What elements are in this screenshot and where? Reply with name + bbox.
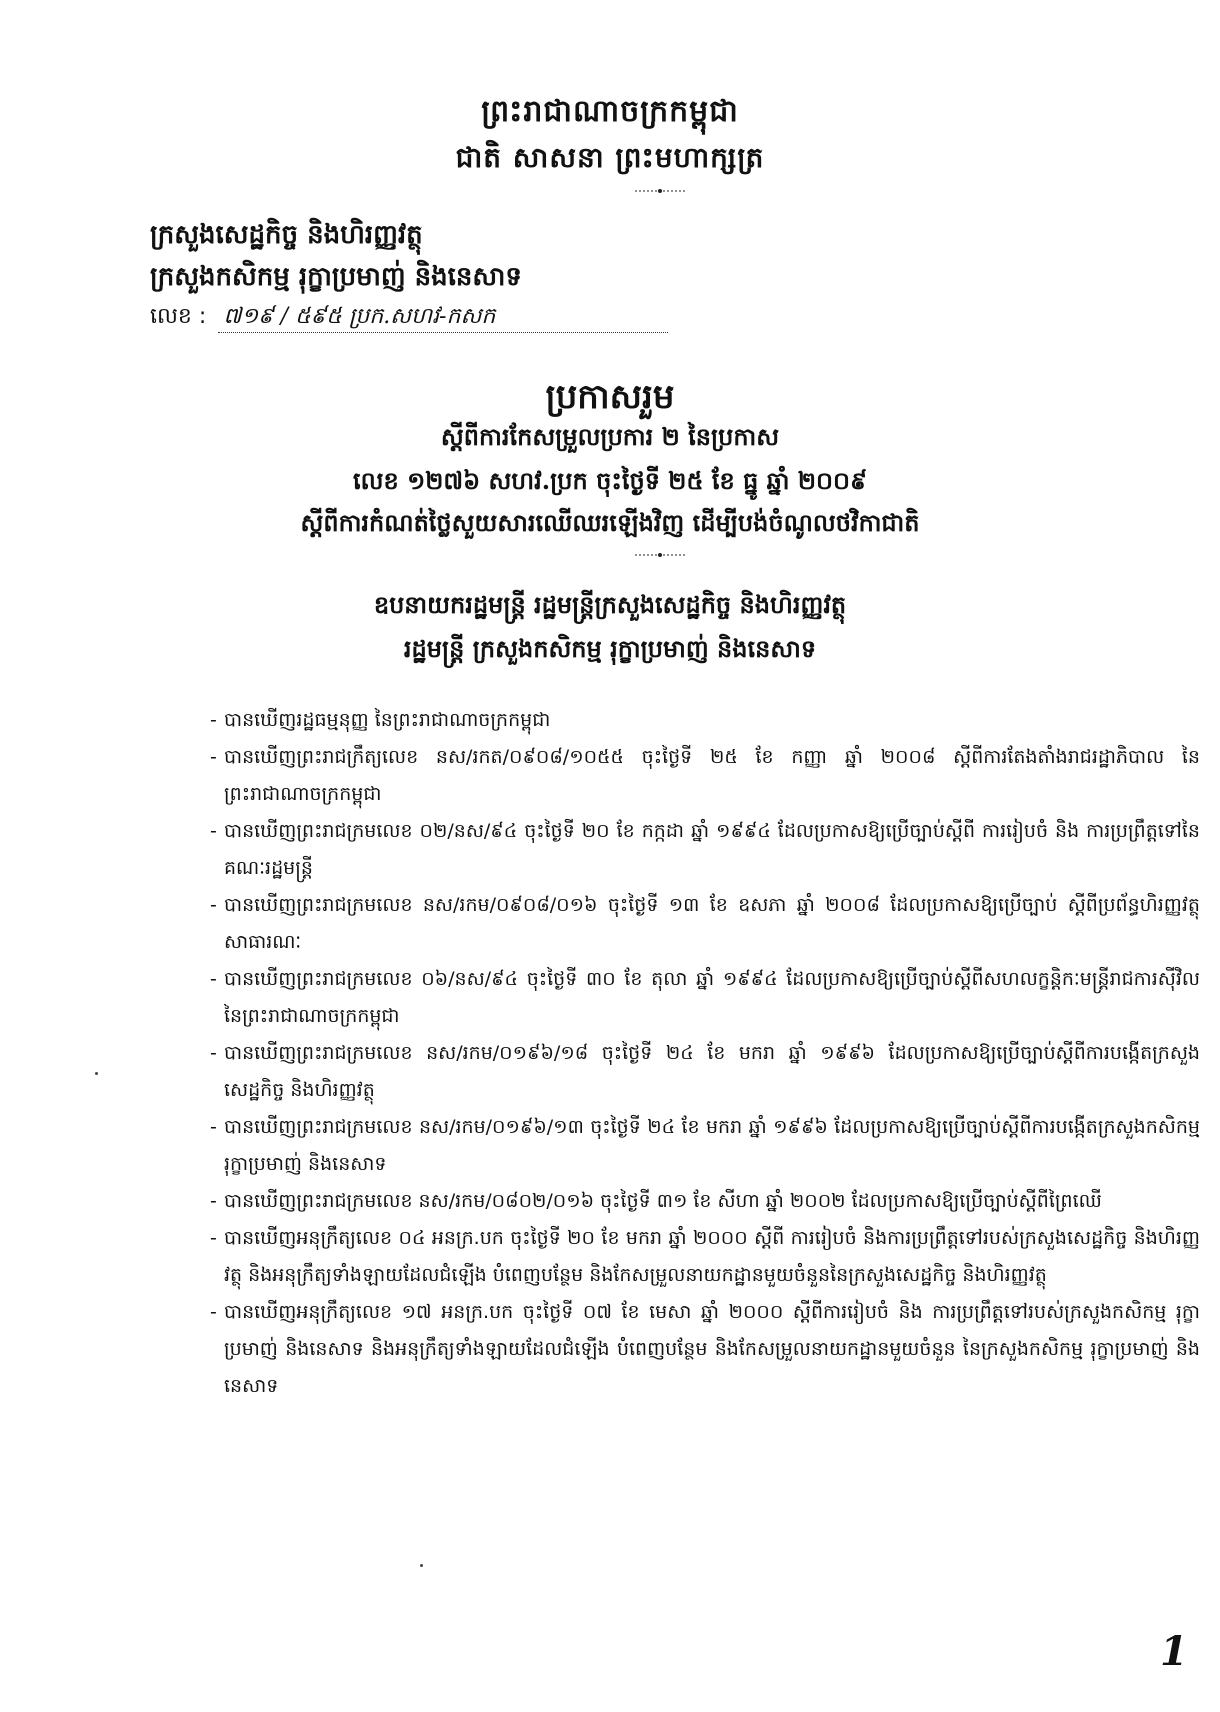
minister-line-2: រដ្ឋមន្ត្រី ក្រសួងកសិកម្ម រុក្ខាប្រមាញ់ និងនេសាទ xyxy=(403,634,817,663)
page-number: 1 xyxy=(1160,1628,1188,1675)
ornament-divider xyxy=(635,552,685,558)
scan-speck xyxy=(420,1564,423,1567)
ornament-divider xyxy=(635,188,685,194)
reference-item: - បានឃើញអនុក្រឹត្យលេខ ០៤ អនក្រ.បក ចុះថ្ងៃទី ២០ ខែ មករា ឆ្នាំ ២០០០ ស្តីពី ការរៀបចំ និងការប្រព្រឹត្តទៅរបស់ក្រសួងសេដ្ឋកិច្ច និងហិរញ្ញវត្ថុ និងអនុក្រឹត្យទាំងឡាយដែលជំឡើង បំពេញបន្ថែម និងកែសម្រួលនាយកដ្ឋានមួយចំនួននៃក្រសួងសេដ្ឋកិច្ច និងហិរញ្ញវត្ថុ xyxy=(210,1220,1200,1294)
motto-heading: ជាតិ សាសនា ព្រះមហាក្សត្រ xyxy=(455,141,765,174)
reference-underline xyxy=(218,330,668,333)
reference-item: - បានឃើញព្រះរាជក្រឹត្យលេខ នស/រកត/០៩០៨/១០៥៥ ចុះថ្ងៃទី ២៥ ខែ កញ្ញា ឆ្នាំ ២០០៨ ស្តីពីការតែងតាំងរាជរដ្ឋាភិបាល នៃព្រះរាជាណាចក្រកម្ពុជា xyxy=(210,739,1200,813)
kingdom-heading: ព្រះរាជាណាចក្រកម្ពុជា xyxy=(481,94,739,129)
reference-label: លេខ : xyxy=(150,304,207,329)
minister-line-1: ឧបនាយករដ្ឋមន្ត្រី រដ្ឋមន្ត្រីក្រសួងសេដ្ឋកិច្ច និងហិរញ្ញវត្ថុ xyxy=(373,590,847,619)
reference-item: - បានឃើញព្រះរាជក្រមលេខ ០៦/នស/៩៤ ចុះថ្ងៃទី ៣០ ខែ តុលា ឆ្នាំ ១៩៩៤ ដែលប្រកាសឱ្យប្រើច្បាប់ស្តីពីសហលក្ខន្តិកៈមន្ត្រីរាជការស៊ីវិល នៃព្រះរាជាណាចក្រកម្ពុជា xyxy=(210,961,1200,1035)
reference-item: - បានឃើញព្រះរាជក្រមលេខ នស/រកម/០១៩៦/១៣ ចុះថ្ងៃទី ២៤ ខែ មករា ឆ្នាំ ១៩៩៦ ដែលប្រកាសឱ្យប្រើច្បាប់ស្តីពីការបង្កើតក្រសួងកសិកម្ម រុក្ខាប្រមាញ់ និងនេសាទ xyxy=(210,1109,1200,1183)
reference-list xyxy=(210,702,1200,1405)
subject-line-2: លេខ ១២៧៦ សហវ.ប្រក ចុះថ្ងៃទី ២៥ ខែ ធ្នូ ឆ្នាំ ២០០៩ xyxy=(353,466,867,495)
issuing-ministry-1: ក្រសួងសេដ្ឋកិច្ច និងហិរញ្ញវត្ថុ xyxy=(150,220,423,250)
issuing-ministry-2: ក្រសួងកសិកម្ម រុក្ខាប្រមាញ់ និងនេសាទ xyxy=(150,262,522,292)
reference-item: - បានឃើញព្រះរាជក្រមលេខ នស/រកម/០៩០៨/០១៦ ចុះថ្ងៃទី ១៣ ខែ ឧសភា ឆ្នាំ ២០០៨ ដែលប្រកាសឱ្យប្រើច្បាប់ ស្តីពីប្រព័ន្ធហិរញ្ញវត្ថុសាធារណៈ xyxy=(210,887,1200,961)
reference-item: - បានឃើញព្រះរាជក្រមលេខ នស/រកម/០៨០២/០១៦ ចុះថ្ងៃទី ៣១ ខែ សីហា ឆ្នាំ ២០០២ ដែលប្រកាសឱ្យប្រើច្បាប់ស្តីពីព្រៃឈើ xyxy=(210,1183,1200,1220)
reference-item: - បានឃើញព្រះរាជក្រមលេខ ០២/នស/៩៤ ចុះថ្ងៃទី ២០ ខែ កក្កដា ឆ្នាំ ១៩៩៤ ដែលប្រកាសឱ្យប្រើច្បាប់ស្តីពី ការរៀបចំ និង ការប្រព្រឹត្តទៅនៃគណៈរដ្ឋមន្ត្រី xyxy=(210,813,1200,887)
subject-line-3: ស្តីពីការកំណត់ថ្លៃសួយសារឈើឈរឡើងវិញ ដើម្បីបង់ចំណូលថវិកាជាតិ xyxy=(300,508,920,537)
reference-item: - បានឃើញអនុក្រឹត្យលេខ ១៧ អនក្រ.បក ចុះថ្ងៃទី ០៧ ខែ មេសា ឆ្នាំ ២០០០ ស្តីពីការរៀបចំ និង ការប្រព្រឹត្តទៅរបស់ក្រសួងកសិកម្ម រុក្ខាប្រមាញ់ និងនេសាទ និងអនុក្រឹត្យទាំងឡាយដែលជំឡើង បំពេញបន្ថែម និងកែសម្រួលនាយកដ្ឋានមួយចំនួន នៃក្រសួងកសិកម្ម រុក្ខាប្រមាញ់ និងនេសាទ xyxy=(210,1294,1200,1405)
subject-line-1: ស្តីពីការកែសម្រួលប្រការ ២ នៃប្រកាស xyxy=(440,422,780,451)
document-title: ប្រកាសរួម xyxy=(545,377,675,417)
reference-item: - បានឃើញរដ្ឋធម្មនុញ្ញ នៃព្រះរាជាណាចក្រកម្ពុជា xyxy=(210,702,1200,739)
reference-item: - បានឃើញព្រះរាជក្រមលេខ នស/រកម/០១៩៦/១៨ ចុះថ្ងៃទី ២៤ ខែ មករា ឆ្នាំ ១៩៩៦ ដែលប្រកាសឱ្យប្រើច្បាប់ស្តីពីការបង្កើតក្រសួងសេដ្ឋកិច្ច និងហិរញ្ញវត្ថុ xyxy=(210,1035,1200,1109)
reference-value: ៧១៩ / ៥៩៥ ប្រក.សហវ-កសក xyxy=(223,304,496,329)
scan-speck xyxy=(95,1072,98,1075)
